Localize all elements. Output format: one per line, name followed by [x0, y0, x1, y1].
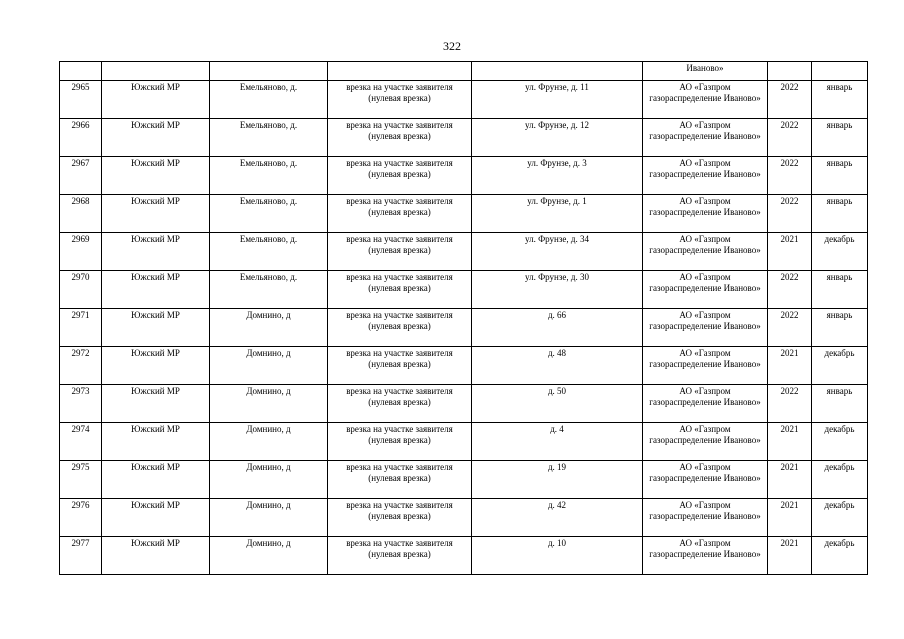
cell-work-type: врезка на участке заявителя (нулевая врезка) [328, 385, 472, 423]
cell-year: 2021 [768, 347, 812, 385]
cell-year: 2022 [768, 385, 812, 423]
cell-district: Южский МР [102, 271, 210, 309]
cell-org: АО «Газпром газораспределение Иваново» [643, 271, 768, 309]
cell-year: 2022 [768, 195, 812, 233]
cell-work-type: врезка на участке заявителя (нулевая врезка) [328, 271, 472, 309]
cell-locality: Емельяново, д. [210, 233, 328, 271]
cell-work-type: врезка на участке заявителя (нулевая врезка) [328, 309, 472, 347]
cell-locality: Домнино, д [210, 423, 328, 461]
cell-month: январь [812, 157, 868, 195]
cell-org: АО «Газпром газораспределение Иваново» [643, 195, 768, 233]
cell-org: АО «Газпром газораспределение Иваново» [643, 309, 768, 347]
cell-work-type: врезка на участке заявителя (нулевая врезка) [328, 119, 472, 157]
cell-month: январь [812, 195, 868, 233]
cell-work-type: врезка на участке заявителя (нулевая врезка) [328, 499, 472, 537]
cell-month: декабрь [812, 233, 868, 271]
cell-org: АО «Газпром газораспределение Иваново» [643, 81, 768, 119]
cell-month: декабрь [812, 423, 868, 461]
continuation-row [60, 62, 868, 81]
cell-locality: Емельяново, д. [210, 271, 328, 309]
table-row [60, 157, 868, 195]
table-row [60, 347, 868, 385]
cell-org: АО «Газпром газораспределение Иваново» [643, 423, 768, 461]
cell-org: АО «Газпром газораспределение Иваново» [643, 233, 768, 271]
cell-work-type: врезка на участке заявителя (нулевая врезка) [328, 537, 472, 575]
table-row [60, 233, 868, 271]
cell-work-type: врезка на участке заявителя (нулевая врезка) [328, 461, 472, 499]
cell-locality: Емельяново, д. [210, 81, 328, 119]
cell-locality: Емельяново, д. [210, 195, 328, 233]
cell-org: АО «Газпром газораспределение Иваново» [643, 461, 768, 499]
cell-work-type: врезка на участке заявителя (нулевая врезка) [328, 347, 472, 385]
cell-district: Южский МР [102, 461, 210, 499]
cell-year: 2021 [768, 537, 812, 575]
cell-district: Южский МР [102, 233, 210, 271]
cell-num: 2969 [60, 233, 102, 271]
cell-work-type [328, 62, 472, 81]
cell-address: д. 19 [472, 461, 643, 499]
cell-locality: Домнино, д [210, 385, 328, 423]
cell-work-type: врезка на участке заявителя (нулевая врезка) [328, 81, 472, 119]
table-row [60, 81, 868, 119]
cell-org: АО «Газпром газораспределение Иваново» [643, 385, 768, 423]
cell-num: 2970 [60, 271, 102, 309]
gasification-table [59, 61, 868, 575]
cell-locality: Емельяново, д. [210, 157, 328, 195]
cell-address: д. 48 [472, 347, 643, 385]
cell-month [812, 62, 868, 81]
table-row [60, 195, 868, 233]
cell-district: Южский МР [102, 81, 210, 119]
cell-district: Южский МР [102, 499, 210, 537]
cell-year: 2022 [768, 271, 812, 309]
cell-year: 2021 [768, 233, 812, 271]
cell-address: ул. Фрунзе, д. 30 [472, 271, 643, 309]
cell-district: Южский МР [102, 385, 210, 423]
table-body [60, 62, 868, 575]
cell-locality: Домнино, д [210, 347, 328, 385]
cell-month: декабрь [812, 347, 868, 385]
cell-org: АО «Газпром газораспределение Иваново» [643, 347, 768, 385]
cell-num: 2977 [60, 537, 102, 575]
cell-work-type: врезка на участке заявителя (нулевая врезка) [328, 233, 472, 271]
cell-year: 2022 [768, 119, 812, 157]
cell-month: январь [812, 119, 868, 157]
cell-num: 2973 [60, 385, 102, 423]
cell-address: д. 4 [472, 423, 643, 461]
cell-num: 2965 [60, 81, 102, 119]
cell-num: 2976 [60, 499, 102, 537]
cell-year: 2022 [768, 309, 812, 347]
cell-num [60, 62, 102, 81]
cell-locality: Емельяново, д. [210, 119, 328, 157]
page-number: 322 [443, 39, 461, 53]
cell-num: 2966 [60, 119, 102, 157]
cell-district [102, 62, 210, 81]
cell-work-type: врезка на участке заявителя (нулевая врезка) [328, 195, 472, 233]
cell-address: д. 50 [472, 385, 643, 423]
cell-num: 2968 [60, 195, 102, 233]
cell-num: 2971 [60, 309, 102, 347]
table-row [60, 385, 868, 423]
cell-locality [210, 62, 328, 81]
cell-month: декабрь [812, 461, 868, 499]
cell-district: Южский МР [102, 423, 210, 461]
cell-locality: Домнино, д [210, 309, 328, 347]
cell-year: 2021 [768, 461, 812, 499]
cell-work-type: врезка на участке заявителя (нулевая врезка) [328, 423, 472, 461]
cell-month: январь [812, 385, 868, 423]
cell-month: декабрь [812, 499, 868, 537]
cell-address: ул. Фрунзе, д. 11 [472, 81, 643, 119]
cell-org: АО «Газпром газораспределение Иваново» [643, 119, 768, 157]
cell-address: ул. Фрунзе, д. 1 [472, 195, 643, 233]
cell-year: 2021 [768, 499, 812, 537]
cell-org: Иваново» [643, 62, 768, 81]
table-row [60, 423, 868, 461]
cell-year: 2021 [768, 423, 812, 461]
cell-locality: Домнино, д [210, 499, 328, 537]
cell-year [768, 62, 812, 81]
cell-num: 2972 [60, 347, 102, 385]
cell-address: ул. Фрунзе, д. 3 [472, 157, 643, 195]
cell-org: АО «Газпром газораспределение Иваново» [643, 157, 768, 195]
cell-year: 2022 [768, 157, 812, 195]
table-row [60, 537, 868, 575]
cell-month: январь [812, 309, 868, 347]
cell-address [472, 62, 643, 81]
cell-num: 2975 [60, 461, 102, 499]
cell-address: д. 42 [472, 499, 643, 537]
cell-address: д. 10 [472, 537, 643, 575]
cell-district: Южский МР [102, 119, 210, 157]
cell-num: 2974 [60, 423, 102, 461]
table-row [60, 119, 868, 157]
cell-district: Южский МР [102, 157, 210, 195]
cell-month: январь [812, 81, 868, 119]
cell-address: д. 66 [472, 309, 643, 347]
cell-locality: Домнино, д [210, 461, 328, 499]
cell-district: Южский МР [102, 537, 210, 575]
table-row [60, 499, 868, 537]
cell-district: Южский МР [102, 347, 210, 385]
cell-month: январь [812, 271, 868, 309]
table-row [60, 461, 868, 499]
cell-month: декабрь [812, 537, 868, 575]
cell-district: Южский МР [102, 309, 210, 347]
cell-org: АО «Газпром газораспределение Иваново» [643, 537, 768, 575]
cell-org: АО «Газпром газораспределение Иваново» [643, 499, 768, 537]
cell-work-type: врезка на участке заявителя (нулевая врезка) [328, 157, 472, 195]
cell-year: 2022 [768, 81, 812, 119]
cell-district: Южский МР [102, 195, 210, 233]
table-row [60, 271, 868, 309]
cell-address: ул. Фрунзе, д. 34 [472, 233, 643, 271]
cell-locality: Домнино, д [210, 537, 328, 575]
cell-address: ул. Фрунзе, д. 12 [472, 119, 643, 157]
table-row [60, 309, 868, 347]
cell-num: 2967 [60, 157, 102, 195]
